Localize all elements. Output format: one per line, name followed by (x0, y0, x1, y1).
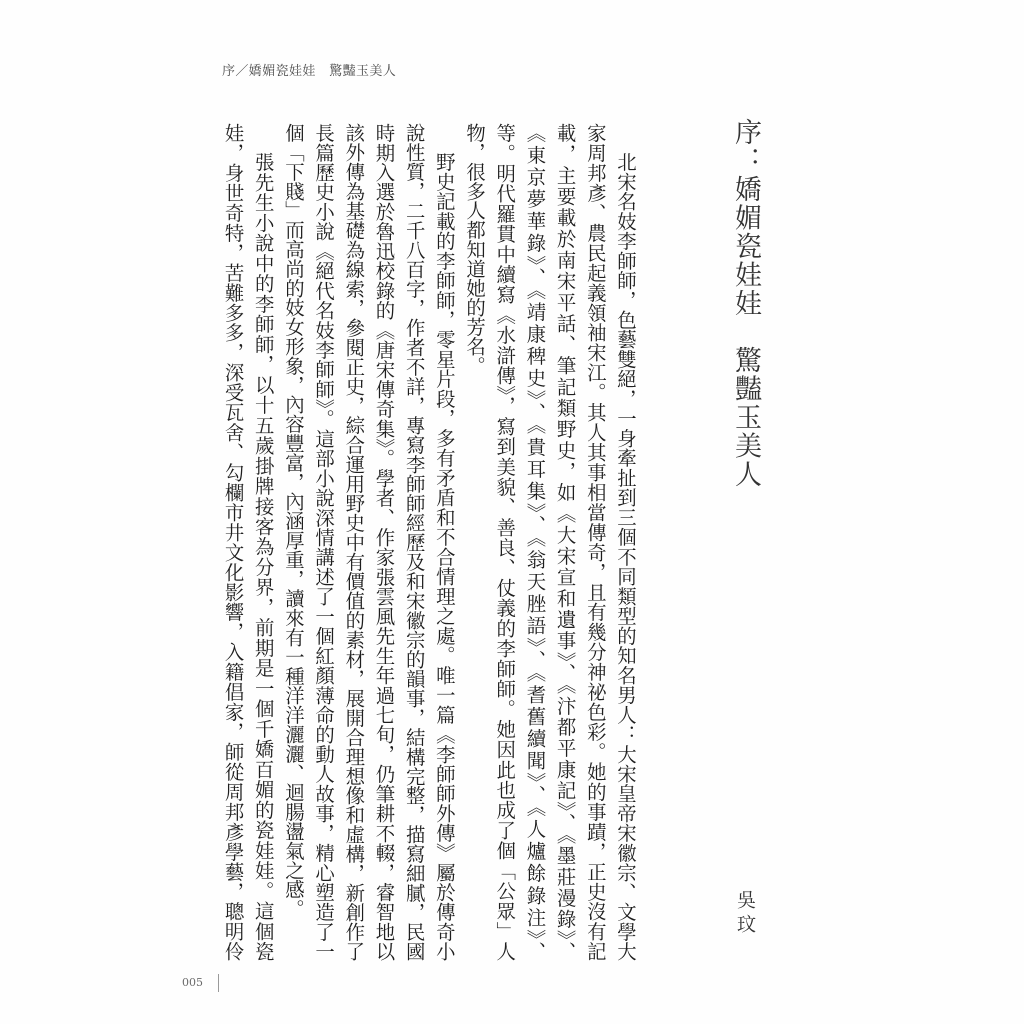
text-column: 載，主要載於南宋平話、筆記類野史，如《大宋宣和遺事》、《汴都平康記》、《墨莊漫錄》、 (553, 123, 577, 961)
body-text (217, 123, 640, 963)
text-column: 《東京夢華錄》、《靖康稗史》、《貴耳集》、《翁天脞語》、《耆舊續聞》、《人爐餘錄注》、 (523, 123, 547, 961)
text-column: 張先生小說中的李師師，以十五歲掛牌接客為分界，前期是一個千嬌百媚的瓷娃娃。這個瓷 (251, 152, 275, 961)
running-head: 序／嬌媚瓷娃娃 驚豔玉美人 (222, 64, 397, 79)
author-name: 吳玟 (734, 890, 756, 938)
text-column: 北宋名妓李師師，色藝雙絕，一身牽扯到三個不同類型的知名男人：大宋皇帝宋徽宗、文學大 (614, 152, 637, 961)
text-column: 說性質，二千八百字，作者不詳，專寫李師師經歷及和宋徽宗的韻事，結構完整，描寫細膩，民國 (402, 123, 426, 961)
text-column: 家周邦彥、農民起義領袖宋江。其人其事相當傳奇，且有幾分神祕色彩。她的事蹟，正史沒有記 (583, 123, 607, 961)
text-column: 時期入選於魯迅校錄的《唐宋傳奇集》。學者、作家張雲風先生年過七旬，仍筆耕不輟，睿智地以 (372, 123, 396, 961)
text-column: 該外傳為基礎為線索，參閱正史，綜合運用野史中有價值的素材，展開合理想像和虛構，新創作了 (342, 123, 366, 961)
text-column: 個「下賤」而高尚的妓女形象，內容豐富，內涵厚重，讀來有一種洋洋灑灑、迴腸盪氣之感。 (281, 123, 305, 919)
text-column: 長篇歷史小說《絕代名妓李師師》。這部小說深情講述了一個紅顏薄命的動人故事，精心塑造了一 (312, 123, 336, 961)
text-column: 等。明代羅貫中續寫《水滸傳》，寫到美貌、善良、仗義的李師師。她因此也成了個「公眾」人 (493, 123, 517, 961)
chapter-title: 序：嬌媚瓷娃娃 驚豔玉美人 (730, 118, 761, 489)
page-number-divider (218, 974, 219, 992)
text-column: 娃，身世奇特，苦難多多，深受瓦舍、勾欄市井文化影響，入籍倡家，師從周邦彥學藝，聰明伶 (221, 123, 245, 961)
page-number: 005 (182, 976, 203, 989)
text-column: 野史記載的李師師，零星片段，多有矛盾和不合情理之處。唯一篇《李師師外傳》屬於傳奇小 (432, 152, 456, 961)
text-column: 物，很多人都知道她的芳名。 (463, 123, 487, 376)
